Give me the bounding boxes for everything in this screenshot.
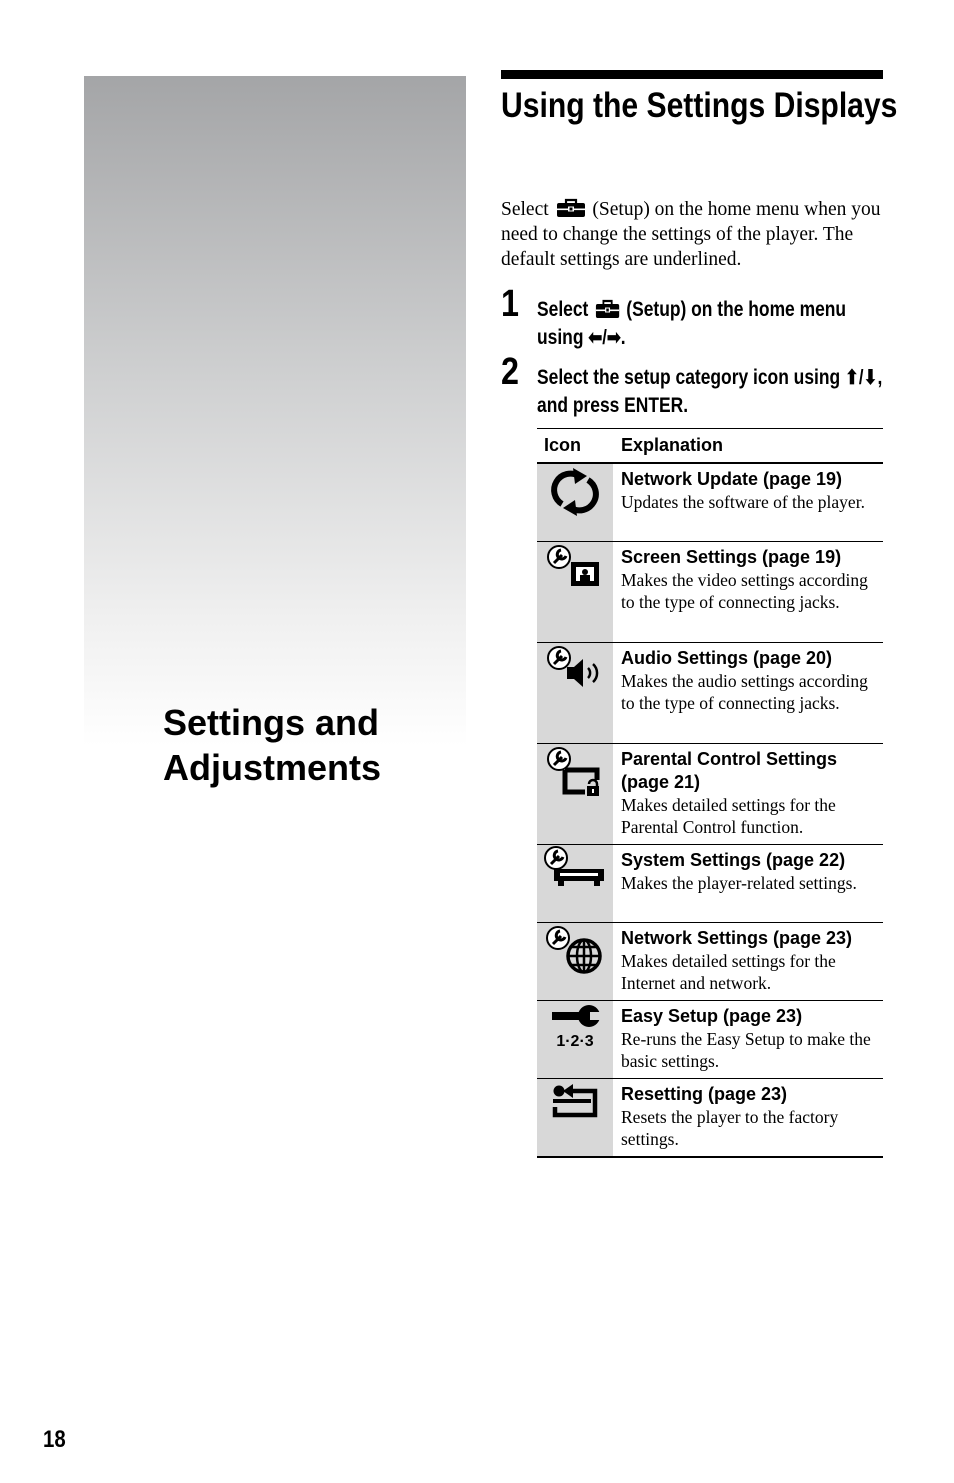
row-description: Resets the player to the factory settings. xyxy=(621,1106,839,1149)
table-row xyxy=(537,1078,883,1157)
row-description: Re-runs the Easy Setup to make the basic settings. xyxy=(621,1028,871,1071)
easy-setup-icon xyxy=(537,1000,613,1078)
step-2-body: Select the setup category icon using xyxy=(537,366,841,389)
easy-setup-icon-label: 1·2·3 xyxy=(556,1032,594,1050)
toolbox-icon xyxy=(595,299,620,319)
explanation-cell xyxy=(613,1000,883,1078)
section-rule xyxy=(501,70,883,79)
step-2-text xyxy=(537,364,886,420)
audio-settings-icon xyxy=(537,642,613,743)
intro-text-pre: Select xyxy=(501,199,549,220)
table-row xyxy=(537,1000,883,1078)
step-1-post: (Setup) on the home menu using xyxy=(537,298,847,349)
table-row xyxy=(537,844,883,922)
row-title: System Settings (page 22) xyxy=(621,849,846,870)
step-1-number: 1 xyxy=(501,283,519,325)
row-description: Makes detailed settings for the Parental Control function. xyxy=(621,794,836,837)
icon-column-header: Icon xyxy=(537,429,613,464)
left-right-arrow-icon: ⬅/➡ xyxy=(588,327,621,349)
page-number: 18 xyxy=(43,1426,66,1453)
network-update-icon xyxy=(537,463,613,541)
row-title: Parental Control Settings (page 21) xyxy=(621,748,838,792)
row-description: Makes the video settings according to the type of connecting jacks. xyxy=(621,569,868,612)
row-description: Updates the software of the player. xyxy=(621,492,865,512)
row-title: Audio Settings (page 20) xyxy=(621,647,833,668)
table-row xyxy=(537,541,883,642)
resetting-icon xyxy=(537,1078,613,1157)
step-1-end: . xyxy=(620,326,626,349)
explanation-column-header: Explanation xyxy=(613,429,883,464)
row-title: Network Update (page 19) xyxy=(621,469,843,489)
chapter-title: Settings and Adjustments xyxy=(163,702,382,788)
explanation-cell xyxy=(613,743,883,844)
row-description: Makes the player-related settings. xyxy=(621,872,857,893)
explanation-cell xyxy=(613,463,883,541)
explanation-cell xyxy=(613,844,883,922)
table-header-row xyxy=(537,429,883,464)
screen-settings-icon xyxy=(537,541,613,642)
row-title: Easy Setup (page 23) xyxy=(621,1005,803,1026)
section-heading: Using the Settings Displays xyxy=(501,86,898,125)
explanation-cell xyxy=(613,642,883,743)
toolbox-icon xyxy=(556,198,586,218)
network-settings-icon xyxy=(537,922,613,1000)
step-1-text xyxy=(537,296,886,352)
explanation-cell xyxy=(613,922,883,1000)
explanation-cell xyxy=(613,541,883,642)
table-row xyxy=(537,743,883,844)
step-1-pre: Select xyxy=(537,298,589,321)
row-title: Network Settings (page 23) xyxy=(621,927,853,948)
row-title: Screen Settings (page 19) xyxy=(621,546,842,567)
row-description: Makes detailed settings for the Internet and network. xyxy=(621,950,836,993)
parental-control-icon xyxy=(537,743,613,844)
step-2-number: 2 xyxy=(501,351,519,393)
intro-text-post: (Setup) on the home menu when you need to change the settings of the player. The default settings are underlined. xyxy=(501,199,881,270)
up-down-arrow-icon: ⬆/⬇ xyxy=(845,367,878,389)
table-row xyxy=(537,922,883,1000)
table-row xyxy=(537,463,883,541)
settings-table xyxy=(537,428,883,1158)
row-title: Resetting (page 23) xyxy=(621,1083,788,1104)
table-row xyxy=(537,642,883,743)
row-description: Makes the audio settings according to the type of connecting jacks. xyxy=(621,670,868,713)
explanation-cell xyxy=(613,1078,883,1157)
intro-paragraph xyxy=(501,197,889,272)
system-settings-icon xyxy=(537,844,613,922)
step-2-end: , and press ENTER. xyxy=(537,366,883,417)
chapter-banner xyxy=(84,76,466,746)
